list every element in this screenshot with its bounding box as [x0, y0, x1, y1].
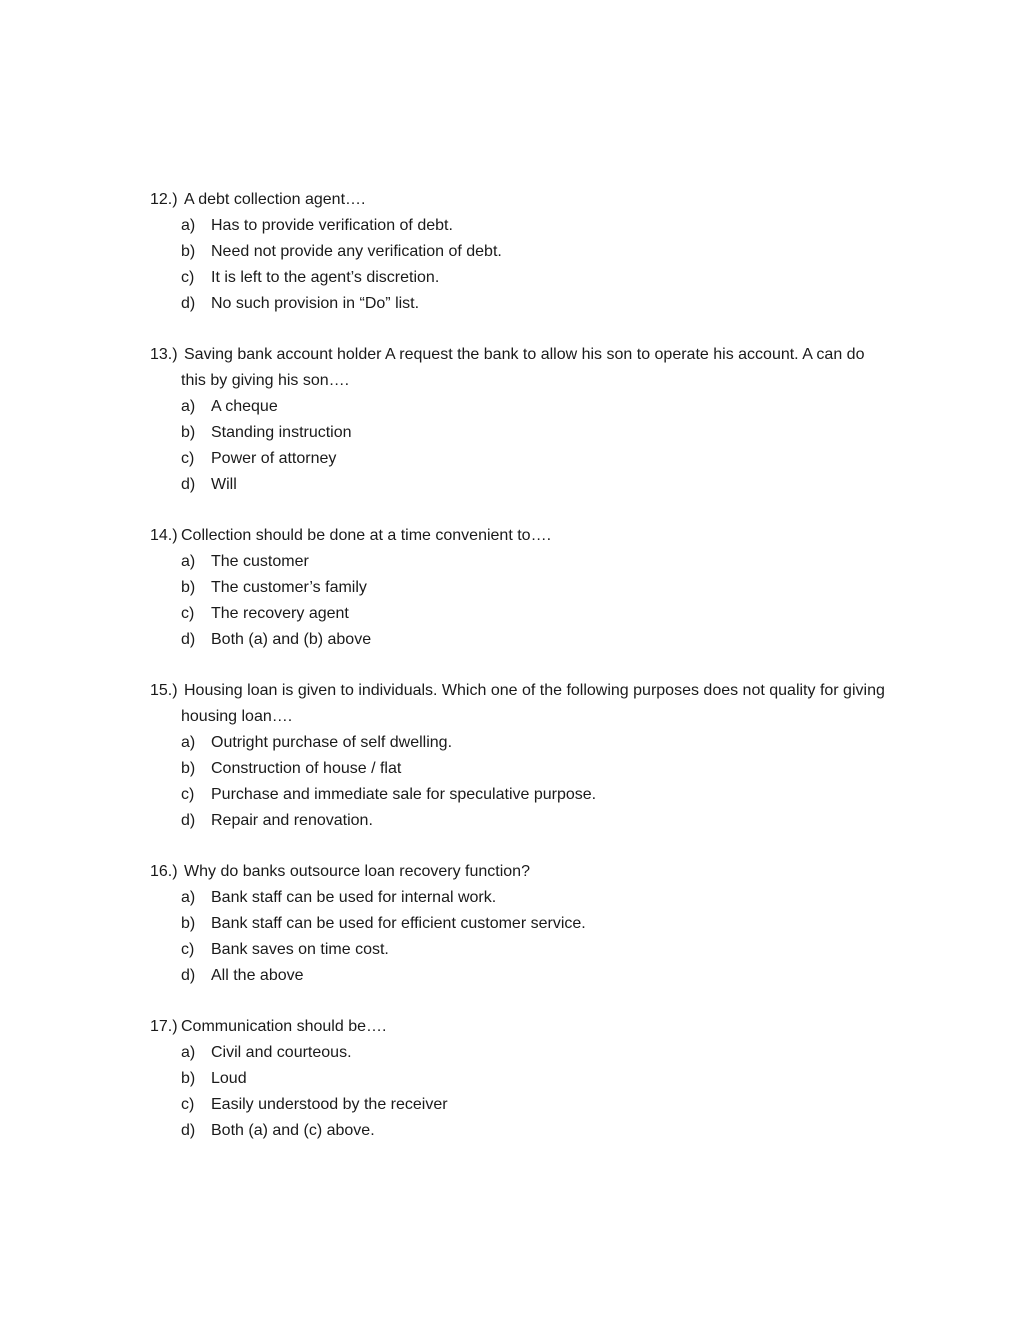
option-letter: d) [181, 812, 196, 829]
option-c [150, 937, 890, 963]
option-letter: c) [181, 786, 195, 803]
option-letter: c) [181, 605, 195, 622]
option-c [150, 446, 890, 472]
option-letter: b) [181, 915, 196, 932]
question-number: 14.) [150, 527, 178, 544]
option-text: Easily understood by the receiver [211, 1096, 448, 1113]
question-text: Saving bank account holder A request the bank to allow his son to operate his account. A can do this by giving his son…. [181, 346, 865, 389]
option-text: Repair and renovation. [211, 812, 373, 829]
option-letter: d) [181, 476, 196, 493]
option-text: Has to provide verification of debt. [211, 217, 453, 234]
option-d [150, 627, 890, 653]
option-a [150, 730, 890, 756]
option-letter: b) [181, 579, 196, 596]
question-text: Why do banks outsource loan recovery function? [184, 863, 530, 880]
option-letter: a) [181, 217, 196, 234]
option-letter: a) [181, 1044, 196, 1061]
option-text: The customer [211, 553, 309, 570]
option-text: Loud [211, 1070, 247, 1087]
question-17 [150, 1014, 890, 1144]
question-text: Housing loan is given to individuals. Which one of the following purposes does not quality for giving housing loan…. [181, 682, 885, 725]
option-b [150, 1066, 890, 1092]
option-text: A cheque [211, 398, 278, 415]
option-text: The customer’s family [211, 579, 367, 596]
option-text: All the above [211, 967, 304, 984]
option-text: It is left to the agent’s discretion. [211, 269, 440, 286]
option-letter: a) [181, 734, 196, 751]
option-c [150, 1092, 890, 1118]
option-letter: d) [181, 631, 196, 648]
option-b [150, 756, 890, 782]
question-text: A debt collection agent…. [184, 191, 366, 208]
option-letter: b) [181, 243, 196, 260]
question-number: 12.) [150, 191, 178, 208]
option-a [150, 394, 890, 420]
option-b [150, 420, 890, 446]
question-text: Communication should be…. [181, 1018, 387, 1035]
options-list [150, 394, 890, 498]
option-letter: d) [181, 1122, 196, 1139]
option-letter: b) [181, 1070, 196, 1087]
option-text: Bank staff can be used for internal work. [211, 889, 497, 906]
question-13 [150, 342, 890, 498]
option-b [150, 239, 890, 265]
option-text: Need not provide any verification of debt. [211, 243, 502, 260]
option-b [150, 575, 890, 601]
option-letter: a) [181, 889, 196, 906]
option-text: The recovery agent [211, 605, 349, 622]
option-letter: c) [181, 450, 195, 467]
option-text: Will [211, 476, 237, 493]
option-d [150, 472, 890, 498]
question-12 [150, 187, 890, 317]
option-d [150, 1118, 890, 1144]
option-letter: b) [181, 424, 196, 441]
question-number: 15.) [150, 682, 178, 699]
option-c [150, 782, 890, 808]
question-number: 16.) [150, 863, 178, 880]
option-text: No such provision in “Do” list. [211, 295, 420, 312]
option-a [150, 885, 890, 911]
option-c [150, 265, 890, 291]
option-text: Bank staff can be used for efficient customer service. [211, 915, 586, 932]
question-number: 13.) [150, 346, 178, 363]
option-text: Construction of house / flat [211, 760, 402, 777]
option-text: Outright purchase of self dwelling. [211, 734, 453, 751]
option-d [150, 291, 890, 317]
option-text: Both (a) and (b) above [211, 631, 372, 648]
option-letter: c) [181, 269, 195, 286]
option-letter: a) [181, 398, 196, 415]
option-letter: d) [181, 967, 196, 984]
options-list [150, 1040, 890, 1144]
options-list [150, 730, 890, 834]
options-list [150, 213, 890, 317]
question-number: 17.) [150, 1018, 178, 1035]
option-letter: a) [181, 553, 196, 570]
option-letter: b) [181, 760, 196, 777]
question-14 [150, 523, 890, 653]
option-a [150, 213, 890, 239]
option-b [150, 911, 890, 937]
option-text: Civil and courteous. [211, 1044, 352, 1061]
option-letter: d) [181, 295, 196, 312]
option-text: Standing instruction [211, 424, 352, 441]
option-text: Bank saves on time cost. [211, 941, 389, 958]
option-letter: c) [181, 1096, 195, 1113]
option-c [150, 601, 890, 627]
options-list [150, 549, 890, 653]
options-list [150, 885, 890, 989]
option-d [150, 808, 890, 834]
option-text: Purchase and immediate sale for speculative purpose. [211, 786, 597, 803]
option-a [150, 1040, 890, 1066]
option-a [150, 549, 890, 575]
option-d [150, 963, 890, 989]
question-text: Collection should be done at a time convenient to…. [181, 527, 552, 544]
option-text: Both (a) and (c) above. [211, 1122, 375, 1139]
question-15 [150, 678, 890, 834]
option-letter: c) [181, 941, 195, 958]
option-text: Power of attorney [211, 450, 337, 467]
question-16 [150, 859, 890, 989]
